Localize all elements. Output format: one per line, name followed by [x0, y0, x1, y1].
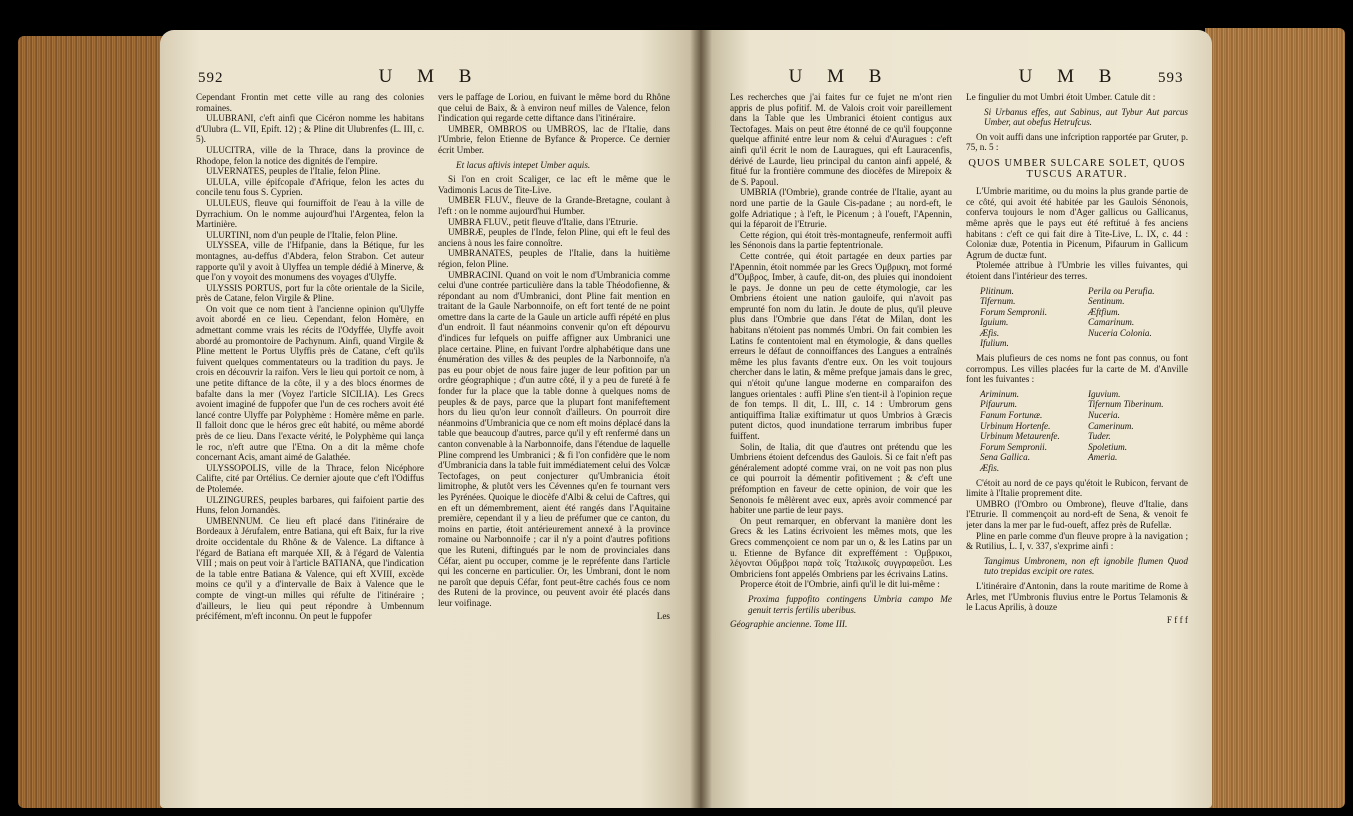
town: Plitinum. — [980, 285, 1014, 296]
right-page — [700, 30, 1212, 808]
town: Fanum Fortunæ. — [980, 410, 1043, 421]
paragraph: On peut remarquer, en obfervant la manière dont les Grecs & les Latins écrivoient les mêmes mots, que les Grecs commençoient ce nom par un o, & les Latins par un u. Etienne de Byfance dit expreffément : Ὀμβρικοι, λέγονται Οὔμβροι παρὰ τοῖς Ἰταλικοῖς συγγραφεῦσι. Les Ombriciens font appelés Ombriens par les écrivains Latins. — [730, 515, 952, 579]
town: Tifernum Tiberinum. — [1088, 399, 1164, 410]
page-number: 593 — [1158, 70, 1184, 86]
inscription: QUOS UMBER SULCARE SOLET, QUOS TUSCUS ARATUR. — [968, 157, 1186, 180]
town: Nuceria Colonia. — [1088, 327, 1152, 338]
town: Urbinum Metaurenfe. — [980, 431, 1060, 442]
entry: ULYSSOPOLIS, ville de la Thrace, felon Nicéphore Califte, cité par Ortélius. Ce dernier ajoute que c'eft l'Odiffus de Ptolemée. — [196, 462, 424, 494]
town: Spoletium. — [1088, 441, 1128, 452]
paragraph: Le fingulier du mot Umbri étoit Umber. Catule dit : — [966, 92, 1156, 102]
town: Æfis. — [980, 463, 1000, 473]
entry: UMBER FLUV., fleuve de la Grande-Bretagne, coulant à l'eft : on le nomme aujourd'hui Humber. — [438, 195, 670, 216]
page-number: 592 — [198, 70, 224, 86]
paragraph: L'Umbrie maritime, ou du moins la plus grande partie de ce côté, qui avoit été habitée par les Gaulois Sénonois, conferva toujours le nom d'Ager gallicus ou Gallicanus, même après que le pays eut été reftitué à fes anciens habitans : c'eft ce qui fait dire à Tite-Live, L. IX, c. 44 : Coloniæ duæ, Potentia in Picenum, Pifaurum in Gallicum Agrum de ductæ funt. — [966, 186, 1188, 260]
paragraph: vers le paffage de Loriou, en fuivant le même bord du Rhône que celui de Baix, & à environ neuf milles de Valence, felon l'indication qui regarde cette diftance dans l'itinéraire. — [438, 92, 670, 124]
ptolemy-towns-list — [980, 286, 1188, 350]
paragraph: Si l'on en croit Scaliger, ce lac eft le même que le Vadimonis Lacus de Tite-Live. — [438, 174, 670, 195]
left-page-edges — [18, 36, 168, 808]
towns-column-b — [1088, 286, 1188, 350]
town: Æftfium. — [1088, 306, 1120, 317]
paragraph: Mais plufieurs de ces noms ne font pas connus, ou font corrompus. Les villes placées fur la carte de M. d'Anville font les fuivantes : — [966, 353, 1188, 385]
verse: Si Urbanus effes, aut Sabinus, aut Tybur Aut parcus Umber, aut obefus Hetrufcus. — [984, 106, 1188, 128]
paragraph: Cette région, qui étoit très-montagneufe, renfermoit auffi les Sénonois dans la partie feptentrionale. — [730, 229, 952, 251]
town: Forum Sempronii. — [980, 306, 1048, 317]
paragraph: Properce étoit de l'Ombrie, ainfi qu'il le dit lui-même : — [740, 579, 940, 590]
town: Tifernum. — [980, 296, 1016, 307]
town: Tuder. — [1088, 431, 1111, 442]
signature-mark: F f f f — [1166, 614, 1188, 625]
running-head: U M B — [378, 66, 482, 87]
entry: UMBRO (l'Ombro ou Ombrone), fleuve d'Italie, dans l'Etrurie. Il commençoit au nord-eft de Sena, & venoit fe jeter dans la mer par le fud-oueft, affez près de Rufellæ. — [966, 498, 1188, 530]
entry: UMBENNUM. Ce lieu eft placé dans l'itinéraire de Bordeaux à Jérufalem, entre Batiana, qui eft Baix, fur la rive droite occidentale du Rhône & de Valence. La diftance à l'égard de Batiana eft marquée XII, & à l'égard de Valentia VIII ; mais on peut voir à l'article BATIANA, que l'indication de la table entre Batiana & Valence, qui eft XVIII, excède moins ce qu'il y a d'intervalle de Baix à Valence que le compte de vingt-un milles qui réfulte de l'itinéraire ; d'ailleurs, le lieu qui peut répondre à Umbennum précifément, m'eft inconnu. On peut le fuppofer — [196, 515, 424, 622]
paragraph: Cette contrée, qui étoit partagée en deux parties par l'Apennin, étoit nommée par les Grecs Ὀμβρικη, mot formé d'Ὄμβρος, Imber, à caufe, dit-on, des pluies qui inondoient le pays. Je donne un peu de cette étymologie, car les Ombriens étoient une nation gauloife, qui n'avoit pas emprunté fon nom du latin. Je doute de plus, qu'il pleuve plus dans l'Ombrie que dans l'état de Milan, dont les habitans n'étoient pas nommés Umbri. On fait combien les Latins fe contentoient mal en étymologie, & dans quelles erreurs le défaut de connoiffances des Langues a entraînés même les plus favants d'entre eux. On les voit toujours chercher dans le latin, & même prefque jamais dans le grec, qui n'étoit qu'une langue moderne en comparaifon des langues orientales : auffi Pline s'en tient-il à l'opinion reçue de fon temps. Il dit, L. III, c. 14 : Umbrorum gens antiquiffima Italiæ exiftimatur ut quos Umbrios à Græcis putent dictos, quod inundatione terrarum imbribus fuper fuiffent. — [730, 250, 952, 441]
left-column-2 — [438, 92, 670, 798]
paragraph: Cependant Frontin met cette ville au rang des colonies romaines. — [196, 92, 424, 113]
town: Camarinum. — [1088, 317, 1135, 328]
town: Urbinum Hortenfe. — [980, 420, 1051, 431]
entry: ULULA, ville épifcopale d'Afrique, felon les actes du concile tenu fous S. Cyprien. — [196, 176, 424, 198]
entry: UMBRÆ, peuples de l'Inde, felon Pline, qui eft le feul des anciens à nous les faire connoître. — [438, 227, 670, 248]
town: Æfis. — [980, 327, 1000, 338]
entry: ULURTINI, nom d'un peuple de l'Italie, felon Pline. — [206, 229, 398, 240]
town: Nuceria. — [1088, 410, 1120, 421]
right-column-2 — [966, 92, 1188, 798]
town: Ifulium. — [980, 338, 1009, 349]
entry: ULUCITRA, ville de la Thrace, dans la province de Rhodope, felon la notice des dignités de l'empire. — [196, 144, 424, 166]
paragraph: Les recherches que j'ai faites fur ce fujet ne m'ont rien appris de plus pofitif. M. de Valois croit voir pareillement dans la Table que les Umbranici étoient contigus aux Tectofages. Mais on peut être étonné de ce qu'il foupçonne quelque affinité entre leur nom & celui d'Auragues : c'eft ainfi qu'il écrit le nom de Lauragues, qui eft Lauracenfis, dérivé de Laurde, lieu principal du canton ainfi appelé, & fitué fur la frontière commune des diocèfes de Mirepoix & de S. Papoul. — [730, 92, 952, 187]
entry: UMBRA FLUV., petit fleuve d'Italie, dans l'Etrurie. — [448, 216, 638, 227]
entry: UMBRIA (l'Ombrie), grande contrée de l'Italie, ayant au nord une partie de la Gaule Cis-padane ; au nord-eft, le golfe Adriatique ; à l'eft, le Picenum ; à l'oueft, l'Apennin, qui la féparoit de l'Etrurie. — [730, 187, 952, 230]
entry: ULYSSIS PORTUS, port fur la côte orientale de la Sicile, près de Catane, felon Virgile & Pline. — [196, 282, 424, 304]
left-page — [160, 30, 700, 808]
entry: ULZINGURES, peuples barbares, qui faifoient partie des Huns, felon Jornandès. — [196, 494, 424, 516]
towns-column-a — [980, 389, 1080, 474]
entry: ULUBRANI, c'eft ainfi que Cicéron nomme les habitans d'Ulubra (L. VII, Epift. 12) ; & Pline dit Ulubrenfes (L. III, c. 5). — [196, 113, 424, 145]
verse: Proxima fuppofito contingens Umbria campo Me genuit terris fertilis uberibus. — [748, 593, 952, 615]
town: Iguvium. — [1088, 388, 1121, 399]
entry: UMBER, OMBROS ou UMBROS, lac de l'Italie, dans l'Umbrie, felon Etienne de Byfance & Properce. Ce dernier écrit Umber. — [438, 123, 670, 155]
paragraph: On voit que ce nom tient à l'ancienne opinion qu'Ulyffe avoit abordé en ce lieu. Cependant, felon Homère, en admettant comme vrais les récits de l'Odyffée, Ulyffe avoit abordé au promontoire de Pachynum. Ainfi, quand Virgile & Pline mettent le Portus Ulyffis près de Catane, c'eft qu'ils fuivent quelques commentateurs ou la tradition du pays. Je crois en découvrir la raifon. Vers le lieu qui portoit ce nom, à une petite diftance de la côte, il y a des blocs énormes de bafalte dans la mer (Voyez l'article SICILIA). Les Grecs avoient imaginé de fuppofer que l'un de ces rochers avoit été lancé contre Ulyffe par Polyphème : Homère même en parle. Il falloit donc que le héros grec eût habité, ou même abordé près de ce lieu. Dans l'exacte vérité, le Polyphème qui lança le roc, n'eft autre que l'Etna. On a dit la même chofe concernant Acis, amant aimé de Galathée. — [196, 303, 424, 463]
town: Ariminum. — [980, 388, 1020, 399]
paragraph: On voit auffi dans une infcription rapportée par Gruter, p. 75, n. 5 : — [966, 131, 1188, 153]
towns-column-a — [980, 286, 1080, 350]
entry: ULYSSEA, ville de l'Hifpanie, dans la Bétique, fur les montagnes, au-deffus d'Abdera, felon Strabon. Cet auteur rapporte qu'il y avoit à Ulyffea un temple dédié à Minerve, & que l'on y voyoit des monumens des voyages d'Ulyffe. — [196, 240, 424, 283]
paragraph: C'étoit au nord de ce pays qu'étoit le Rubicon, fervant de limite à l'Italie proprement dite. — [966, 477, 1188, 499]
paragraph: L'itinéraire d'Antonin, dans la route maritime de Rome à Arles, met l'Umbronis fluvius entre le Portus Telamonis & le Lacus Aprilis, à douze — [966, 580, 1188, 613]
town: Ameria. — [1088, 452, 1118, 463]
town: Sentinum. — [1088, 296, 1125, 307]
running-head: U M B — [1018, 66, 1122, 87]
entry: UMBRANATES, peuples de l'Italie, dans la huitième région, felon Pline. — [438, 248, 670, 269]
right-column-1 — [730, 92, 952, 798]
footer-title: Géographie ancienne. Tome III. — [730, 619, 848, 630]
verse: Tangimus Umbronem, non eft ignobile flumen Quod tuto trepidas excipit ore rates. — [984, 555, 1188, 577]
book-gutter — [690, 30, 712, 808]
town: Perila ou Perufia. — [1088, 285, 1155, 296]
left-column-1 — [196, 92, 424, 798]
towns-column-b — [1088, 389, 1188, 474]
paragraph: Solin, de Italia, dit que d'autres ont prétendu que les Umbriens étoient defcendus des Gaulois. Si ce fait n'eft pas généralement adopté comme vrai, on ne voit pas non plus ce qui pourroit la démentir pofitivement ; & c'eft une préfomption en faveur de cette opinion, de voir que les Senonois fe mêlèrent avec eux, après avoir commencé par habiter une partie de leur pays. — [730, 441, 952, 516]
entry: UMBRACINI. Quand on voit le nom d'Umbranicia comme celui d'une contrée particulière dans la table Théodofienne, & répondant au nom d'Umbranici, dont Pline fait mention en traitant de la Gaule Narbonnoife, on eft fort tenté de ne point omettre dans la carte de la Gaule un article auffi répété en plus d'un endroit. Il faut néanmoins convenir qu'on eft dépourvu d'indices fur lefquels on puiffe affigner aux Umbranici une place certaine. Pline, en fuivant l'ordre alphabétique dans une énumération des villes & des peuples de la Narbonnoife, n'a pas eu pour objet de nous faire juger de leur pofition par un ordre géographique ; d'un autre côté, il y a peu de fureté à fe fonder fur la place que la table donne à quelques noms de peuples & de pays, parce que la plupart font manifeftement hors du lieu qu'on leur connoît d'ailleurs. On pourroit dire néanmoins d'Umbranicia que ce nom eft moins déplacé dans la table que beaucoup d'autres, parce qu'il y eft renfermé dans un canton convenable à la Narbonnoife, dans l'étendue de laquelle Pline comprend les Umbranici ; & fi l'on confidère que le nom d'Umbranicia dans la table fuit immédiatement celui des Volcæ Tectofages, on peut conjecturer qu'Umbranicia étoit limitrophe, & plutôt vers les Cévennes qu'en fe tournant vers les Pyrénées. Quoique le diocèfe d'Albi & celui de Caftres, qui en eft un démembrement, aient été rangés dans l'Aquitaine première, cependant il y a lieu de préfumer que ce canton, du moins en partie, étoit antérieurement annexé à la province romaine ou Narbonnoife ; car il n'y a point d'autres pofitions que les Ruteni, diftingués par le nom de provinciales dans Céfar, aient pu occuper, comme je le repréfente dans l'article qui les concerne en particulier. Or, les Umbrani, dont le nom ne paroît que depuis Céfar, font peut-être cachés fous ce nom des Ruteni de la province, ou peuvent avoir été placés dans leur voifinage. — [438, 269, 670, 608]
town: Sena Gallica. — [980, 452, 1031, 463]
entry: ULVERNATES, peuples de l'Italie, felon Pline. — [206, 166, 381, 177]
anville-towns-list — [980, 389, 1188, 474]
paragraph: Pline en parle comme d'un fleuve propre à la navigation ; & Rutilius, L. I, v. 337, s'exprime ainfi : — [966, 530, 1188, 552]
verse: Et lacus aftivis intepet Umber aquis. — [456, 159, 591, 170]
right-page-edges — [1205, 28, 1345, 808]
paragraph: Ptolemée attribue à l'Umbrie les villes fuivantes, qui étoient dans l'intérieur des terres. — [966, 260, 1188, 281]
catchword: Les — [656, 610, 670, 621]
town: Forum Sempronii. — [980, 441, 1048, 452]
town: Pifaurum. — [980, 399, 1018, 410]
town: Camerinum. — [1088, 420, 1134, 431]
entry: ULULEUS, fleuve qui fourniffoit de l'eau à la ville de Dyrrachium. On le nomme aujourd'hui l'Argentea, felon la Martinière. — [196, 197, 424, 230]
running-head: U M B — [788, 66, 892, 87]
town: Iguium. — [980, 317, 1009, 328]
